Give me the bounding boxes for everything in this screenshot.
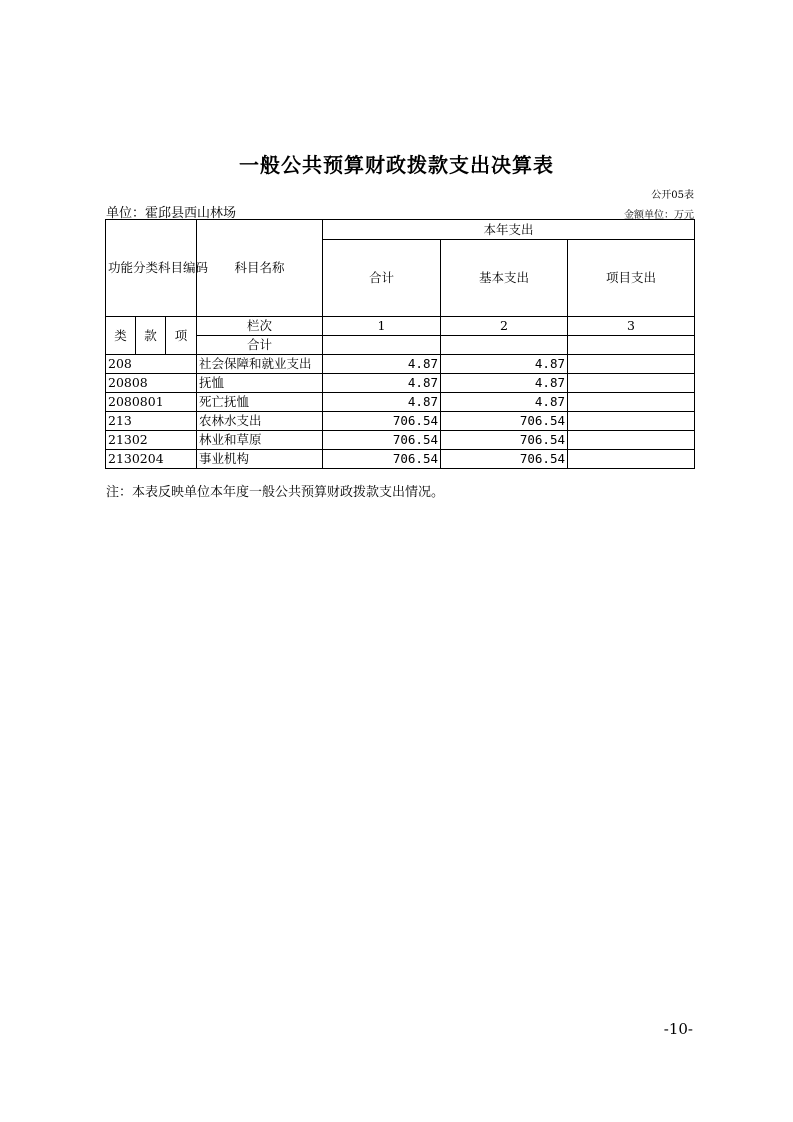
row-basic: 4.87 xyxy=(441,374,568,393)
money-unit-label: 金额单位：万元 xyxy=(624,210,694,221)
row-basic: 706.54 xyxy=(441,450,568,469)
table-row xyxy=(106,355,695,374)
page-number: -10- xyxy=(663,1020,693,1038)
header-total: 合计 xyxy=(323,240,441,317)
row-project xyxy=(568,412,695,431)
expense-table xyxy=(105,219,695,469)
row-basic: 4.87 xyxy=(441,393,568,412)
form-number: 公开05表 xyxy=(651,190,694,201)
sum-basic-cell xyxy=(441,336,568,355)
row-code: 2080801 xyxy=(106,393,197,412)
table-row xyxy=(106,431,695,450)
row-total: 706.54 xyxy=(323,450,441,469)
header-sum-row: 合计 xyxy=(197,336,323,355)
row-project xyxy=(568,355,695,374)
row-total: 706.54 xyxy=(323,431,441,450)
row-project xyxy=(568,393,695,412)
header-basic: 基本支出 xyxy=(441,240,568,317)
row-project xyxy=(568,450,695,469)
row-name: 林业和草原 xyxy=(197,431,323,450)
row-project xyxy=(568,431,695,450)
header-func-code: 功能分类科目编码 xyxy=(106,220,197,317)
row-code: 21302 xyxy=(106,431,197,450)
row-code: 213 xyxy=(106,412,197,431)
table-row xyxy=(106,412,695,431)
table-note: 注：本表反映单位本年度一般公共预算财政拨款支出情况。 xyxy=(106,485,445,500)
table-row xyxy=(106,374,695,393)
sum-project-cell xyxy=(568,336,695,355)
row-basic: 706.54 xyxy=(441,431,568,450)
page-title: 一般公共预算财政拨款支出决算表 xyxy=(239,153,554,177)
unit-label: 单位：霍邱县西山林场 xyxy=(106,206,237,221)
row-basic: 4.87 xyxy=(441,355,568,374)
row-name: 事业机构 xyxy=(197,450,323,469)
row-code: 2130204 xyxy=(106,450,197,469)
header-kuan: 款 xyxy=(136,317,166,355)
row-name: 农林水支出 xyxy=(197,412,323,431)
table-row xyxy=(106,393,695,412)
header-project: 项目支出 xyxy=(568,240,695,317)
header-subject-name: 科目名称 xyxy=(197,220,323,317)
row-name: 抚恤 xyxy=(197,374,323,393)
header-col1: 1 xyxy=(323,317,441,336)
row-total: 4.87 xyxy=(323,393,441,412)
header-xiang: 项 xyxy=(166,317,197,355)
header-col3: 3 xyxy=(568,317,695,336)
row-name: 社会保障和就业支出 xyxy=(197,355,323,374)
sum-total-cell xyxy=(323,336,441,355)
row-code: 208 xyxy=(106,355,197,374)
header-year-expense: 本年支出 xyxy=(323,220,695,240)
row-total: 4.87 xyxy=(323,355,441,374)
row-code: 20808 xyxy=(106,374,197,393)
header-lei: 类 xyxy=(106,317,136,355)
table-row xyxy=(106,450,695,469)
row-total: 706.54 xyxy=(323,412,441,431)
row-project xyxy=(568,374,695,393)
header-column-no: 栏次 xyxy=(197,317,323,336)
row-total: 4.87 xyxy=(323,374,441,393)
header-col2: 2 xyxy=(441,317,568,336)
row-name: 死亡抚恤 xyxy=(197,393,323,412)
row-basic: 706.54 xyxy=(441,412,568,431)
